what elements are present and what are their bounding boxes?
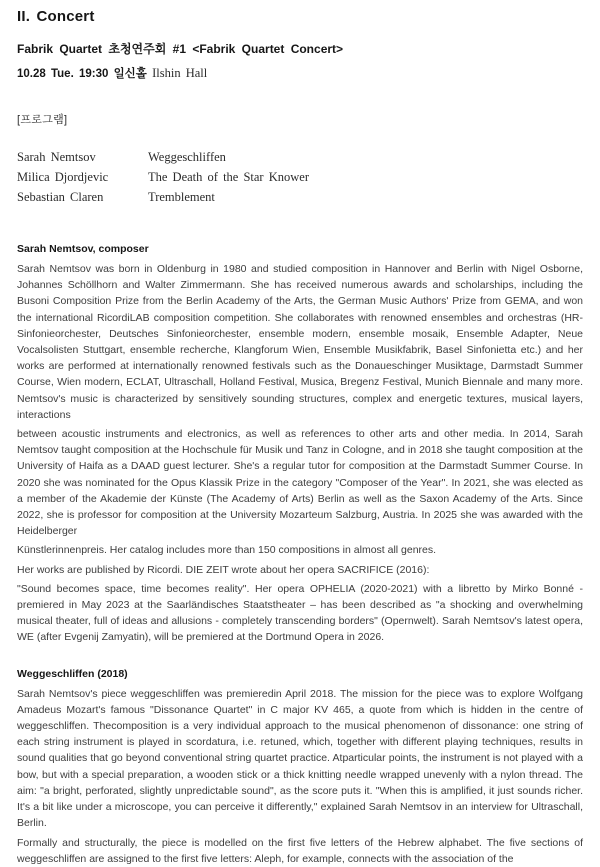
- program-work-title: Weggeschliffen: [148, 150, 226, 164]
- program-work-title: Tremblement: [148, 190, 215, 204]
- bio-paragraph: Künstlerinnenpreis. Her catalog includes more than 150 compositions in almost all genres.: [17, 544, 437, 557]
- piece-paragraph: Sarah Nemtsov's piece weggeschliffen was premieredin April 2018. The mission for the piece was to explore Wolfgang Amadeus Mozart's famous "Dissonance Quartet" in C major KV 465, a quote from which is hidden in the centre of weggeschliffen. Thecomposition is a very individual approach to the musical phenomenon of dissonance: one string of each string instrument is played in scordatura, i.e. retuned, which, together with different playing techniques, results in sound qualities that go beyond conventional string quartet practice. Atparticular points, the instrument is not played with a bow, but with a special preparation, a wooden stick or a thick knitting needle wrapped unevenly with a nylon thread. The aim: "a bright, perforated, slightly unpredictable sound", as the score puts it. "When this is amplified, it just sounds richer. It's a bit like under a microscope, you can perceive it differently," explained Sarah Nemtsov in an interview for Ultraschall, Berlin.: [17, 687, 583, 830]
- bio-paragraph: "Sound becomes space, time becomes reality". Her opera OPHELIA (2020-2021) with a libretto by Mirko Bonné - premiered in May 2023 at the Saarländisches Staatstheater – has been described as "a shocking and overwhelming musical theater, full of ideas and allusions - completely transcending borders" (Opernwelt). Sarah Nemtsov's latest opera, WE (after Evgenij Zamyatin), will be premiered at the Dortmund Opera in 2026.: [17, 582, 583, 644]
- program-item: [17, 187, 583, 207]
- program-composer-name: Milica Djordjevic: [17, 170, 109, 184]
- program-work-title: The Death of the Star Knower: [148, 170, 309, 184]
- concert-date-venue-korean: 10.28 Tue. 19:30 일신홀: [17, 68, 147, 80]
- bio-paragraph: Her works are published by Ricordi. DIE ZEIT wrote about her opera SACRIFICE (2016):: [17, 563, 430, 576]
- program-list: [17, 147, 583, 207]
- bio-paragraph: Sarah Nemtsov was born in Oldenburg in 1980 and studied composition in Hannover and Berlin with Nigel Osborne, Johannes Schöllhorn and Walter Zimmermann. She has received numerous awards and scholarships, including the Busoni Composition Prize from the Berlin Academy of the Arts, the German Music Authors' Prize from GEMA, and won the international RicordiLAB composition competition. She collaborates with renowned ensembles and orchestras (HR-Sinfonieorchester, Deutsches Sinfonieorchester, ensemble modern, ensemble mosaik, Ensemble Adapter, Neue Vocalsolisten Stuttgart, ensemble recherche, Klangforum Wien, Ensemble Musikfabrik, Basel Sinfonietta etc.) and her works are performed at internationally renowned festivals such as the Donaueschinger Musiktage, Darmstadt Summer Course, Wien modern, ECLAT, Ultraschall, Holland Festival, Musica, Bregenz Festival, Munich Biennale and many more. Nemtsov's music is characterized by sensitively sounding structures, complex and energetic textures, musical layers, interactions: [17, 263, 583, 421]
- concert-datetime-line: [17, 65, 583, 81]
- composer-bio-heading: Sarah Nemtsov, composer: [17, 243, 149, 255]
- venue-name-english: Ilshin Hall: [152, 66, 208, 80]
- page-title: II. Concert: [17, 8, 95, 25]
- program-composer-name: Sarah Nemtsov: [17, 150, 96, 164]
- piece-notes-section: [17, 668, 583, 867]
- program-item: [17, 147, 583, 167]
- piece-paragraph: Formally and structurally, the piece is modelled on the first five letters of the Hebrew alphabet. The five sections of weggeschliffen are assigned to the first five letters: Aleph, for example, connects with the association of the: [17, 836, 583, 865]
- program-composer-name: Sebastian Claren: [17, 190, 104, 204]
- program-section-label: [프로그램]: [17, 114, 68, 126]
- bio-paragraph: between acoustic instruments and electronics, as well as references to other arts and other media. In 2014, Sarah Nemtsov taught composition at the Hochschule für Musik und Tanz in Cologne, and in 2018 she taught composition at the University of Haifa as a DAAD guest lecturer. She's a regular tutor for composition at the Darmstadt Summer Course. In 2020 she was nominated for the Opus Klassik Prize in the category "Composer of the Year". In 2021, she was elected as a member of the Akademie der Künste (The Academy of Arts) Berlin as well as the Saxon Academy of the Arts. Since 2022, she is professor for composition at the University Mozarteum Salzburg, Austria. In 2025 she was awarded with the Heidelberger: [17, 428, 583, 538]
- piece-notes-heading: Weggeschliffen (2018): [17, 667, 128, 680]
- program-item: [17, 167, 583, 187]
- composer-bio-section: [17, 243, 583, 646]
- concert-subtitle: Fabrik Quartet 초청연주회 #1 <Fabrik Quartet Concert>: [17, 42, 344, 56]
